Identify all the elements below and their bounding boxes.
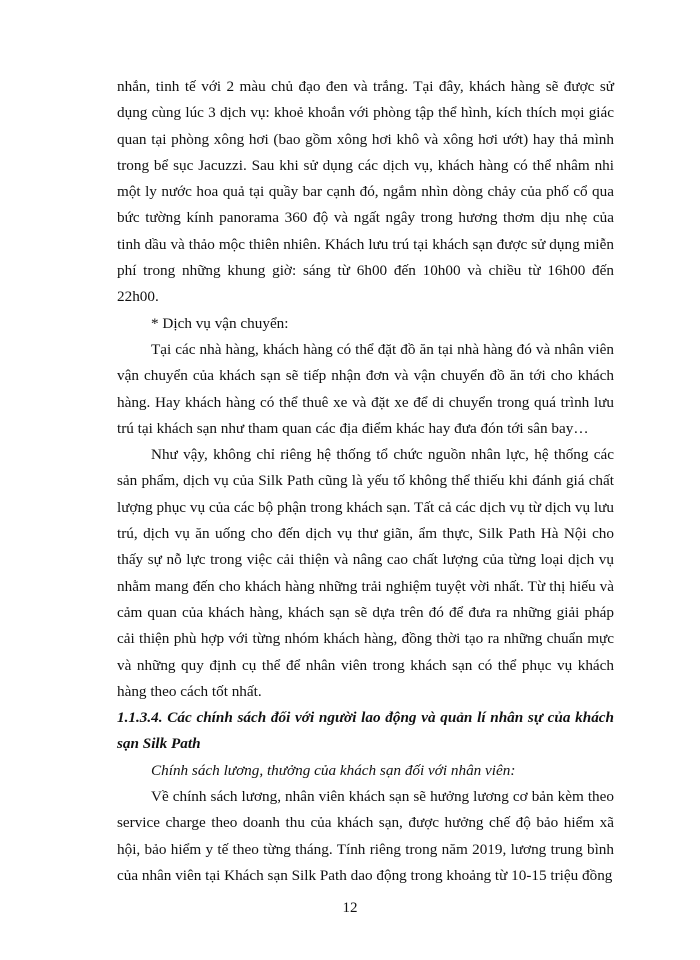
document-body bbox=[117, 74, 614, 889]
page-number: 12 bbox=[342, 900, 358, 916]
paragraph-salary-policy: Về chính sách lương, nhân viên khách sạn sẽ hưởng lương cơ bản kèm theo service charge theo doanh thu của khách sạn, được hưởng chế độ bảo hiểm xã hội, bảo hiểm y tế theo từng tháng. Tính riêng trong năm 2019, lương trung bình của nhân viên tại Khách sạn Silk Path dao động trong khoảng từ 10-15 triệu đồng bbox=[117, 788, 614, 884]
paragraph-summary: Như vậy, không chỉ riêng hệ thống tổ chức nguồn nhân lực, hệ thống các sản phẩm, dịch vụ của Silk Path cũng là yếu tố không thể thiếu khi đánh giá chất lượng phục vụ của các bộ phận trong khách sạn. Tất cả các dịch vụ từ dịch vụ lưu trú, dịch vụ ăn uống cho đến dịch vụ thư giãn, ẩm thực, Silk Path Hà Nội cho thấy sự nỗ lực trong việc cải thiện và nâng cao chất lượng của từng loại dịch vụ nhằm mang đến cho khách hàng những trải nghiệm tuyệt vời nhất. Từ thị hiếu và cảm quan của khách hàng, khách sạn sẽ dựa trên đó để đưa ra những giải pháp cải thiện phù hợp với từng nhóm khách hàng, đồng thời tạo ra những chuẩn mực và những quy định cụ thể để nhân viên trong khách sạn có thể phục vụ khách hàng theo cách tốt nhất. bbox=[117, 446, 614, 700]
paragraph-transport-title: * Dịch vụ vận chuyển: bbox=[151, 314, 289, 332]
section-heading: 1.1.3.4. Các chính sách đối với người lao động và quản lí nhân sự của khách sạn Silk Path bbox=[117, 709, 614, 753]
paragraph-spa-services: nhắn, tinh tế với 2 màu chủ đạo đen và trắng. Tại đây, khách hàng sẽ được sử dụng cùng lúc 3 dịch vụ: khoẻ khoắn với phòng tập thể hình, kích thích mọi giác quan tại phòng xông hơi (bao gồm xông hơi khô và xông hơi ướt) hay thả mình trong bể sục Jacuzzi. Sau khi sử dụng các dịch vụ, khách hàng có thể nhâm nhi một ly nước hoa quả tại quầy bar cạnh đó, ngắm nhìn dòng chảy của phố cổ qua bức tường kính panorama 360 độ và ngất ngây trong hương thơm dịu nhẹ của tinh dầu và thảo mộc thiên nhiên. Khách lưu trú tại khách sạn được sử dụng miễn phí trong những khung giờ: sáng từ 6h00 đến 10h00 và chiều từ 16h00 đến 22h00. bbox=[117, 78, 614, 306]
paragraph-transport-services: Tại các nhà hàng, khách hàng có thể đặt đồ ăn tại nhà hàng đó và nhân viên vận chuyển của khách sạn sẽ tiếp nhận đơn và vận chuyển đồ ăn tới cho khách hàng. Hay khách hàng có thể thuê xe và đặt xe để di chuyển trong quá trình lưu trú tại khách sạn như tham quan các địa điểm khác hay đưa đón tới sân bay… bbox=[117, 340, 614, 437]
section-subheading: Chính sách lương, thưởng của khách sạn đối với nhân viên: bbox=[151, 761, 516, 779]
